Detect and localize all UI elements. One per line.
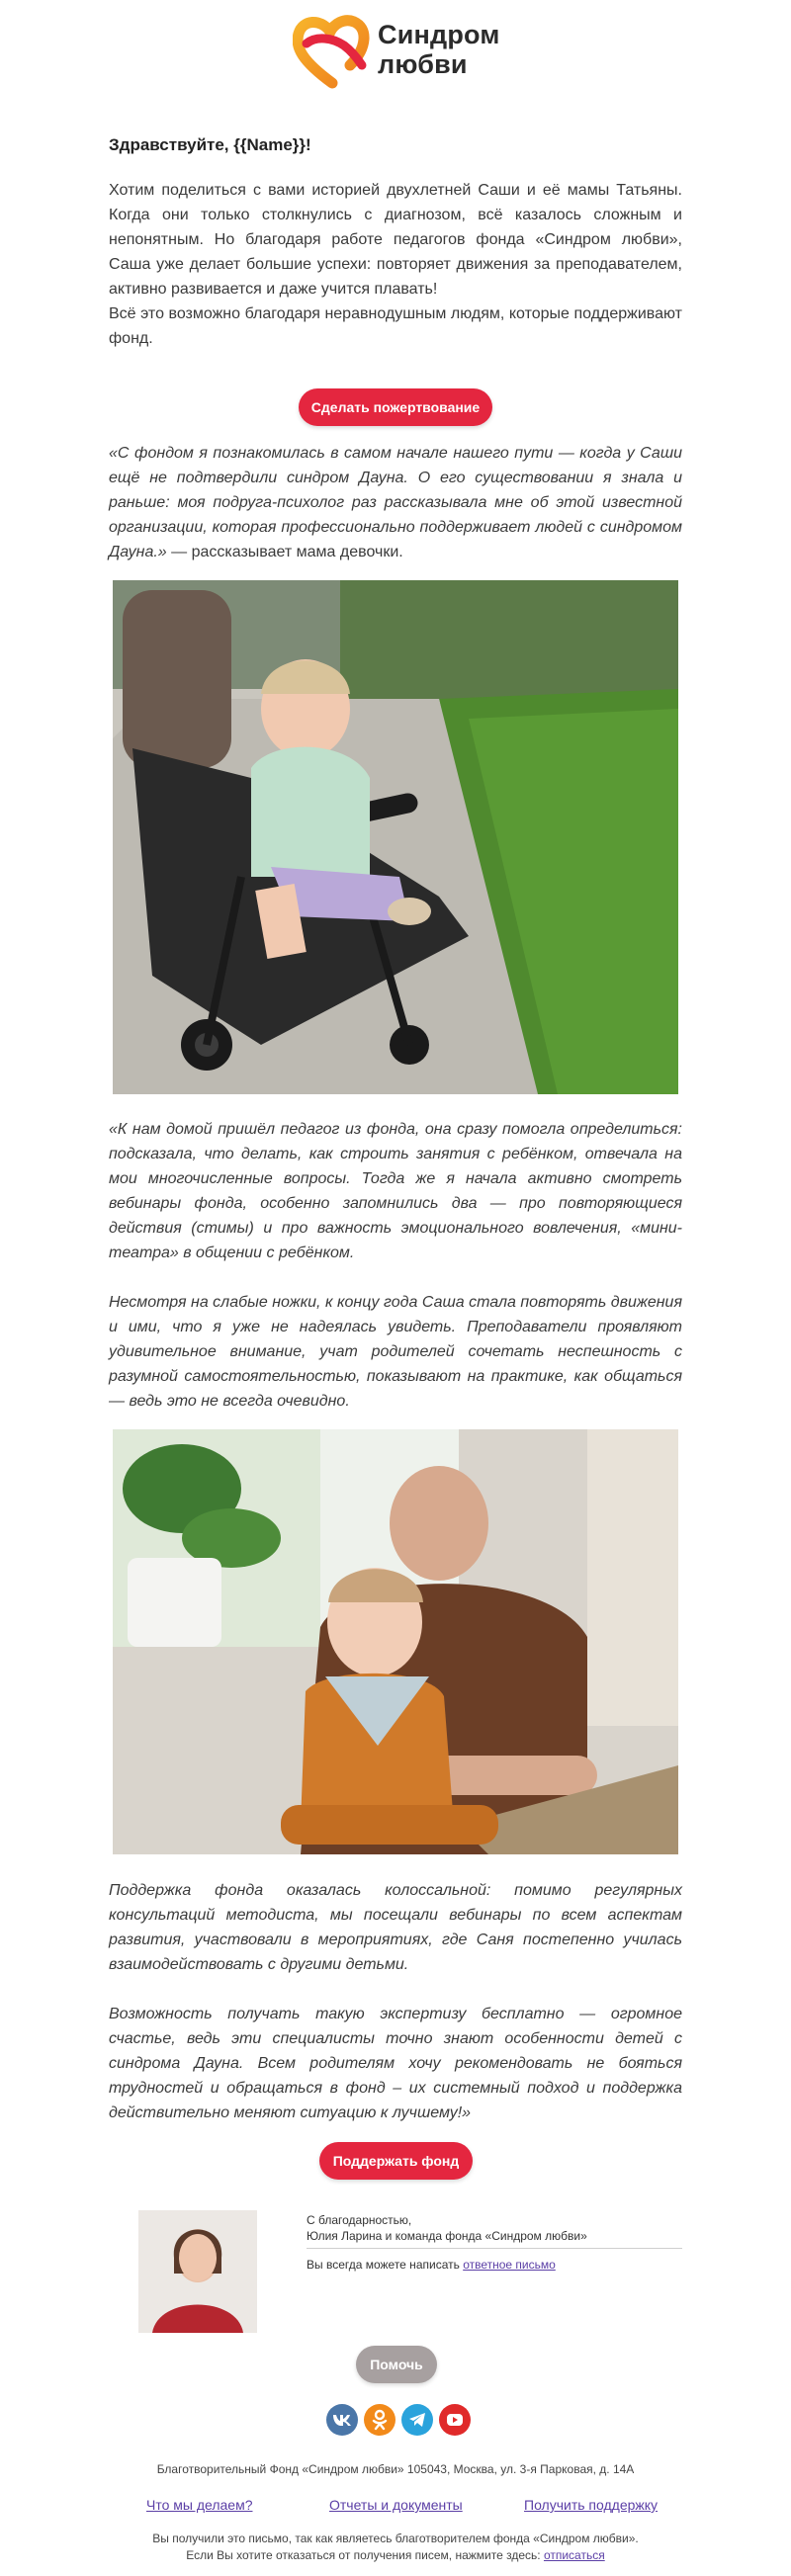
telegram-glyph-icon bbox=[408, 2412, 426, 2428]
vk-icon[interactable] bbox=[326, 2404, 358, 2436]
help-button[interactable]: Помочь bbox=[356, 2346, 437, 2383]
youtube-glyph-icon bbox=[446, 2413, 464, 2427]
quote-1-text: «С фондом я познакомилась в самом начале нашего пути — когда у Саши ещё не подтвердили синдром Дауна. О его существовании я знала и раньше: моя подруга-психолог раз рассказывала мне об этой известной организации, которая профессионально поддерживает людей с синдромом Дауна.» bbox=[109, 445, 682, 560]
brand-name-line1: Синдром bbox=[378, 20, 500, 49]
signature-thanks: С благодарностью, bbox=[307, 2213, 412, 2227]
photo-girl-stroller bbox=[113, 580, 678, 1094]
intro-paragraph-1: Хотим поделиться с вами историей двухлетней Саши и её мамы Татьяны. Когда они только столкнулись с диагнозом, всё казалось сложным и непонятным. Но благодаря работе педагогов фонда «Синдром любви», Саша уже делает большие успехи: повторяет движения за преподавателем, активно развивается и даже учится плавать! bbox=[109, 182, 682, 298]
footer-address: Благотворительный Фонд «Синдром любви» 105043, Москва, ул. 3-я Парковая, д. 14А bbox=[156, 2462, 635, 2476]
signature-divider bbox=[307, 2248, 682, 2249]
quote-5: Возможность получать такую экспертизу бесплатно — огромное счастье, ведь эти специалисты точно знают особенности детей с синдрома Дауна. Всем родителям хочу рекомендовать не бояться трудностей и обращаться в фонд – их системный подход и поддержка действительно меняют ситуацию к лучшему!» bbox=[109, 2006, 682, 2121]
signature-name: Юлия Ларина и команда фонда «Синдром любви» bbox=[307, 2229, 587, 2243]
footer-note-unsubscribe-text: Если Вы хотите отказаться от получения писем, нажмите здесь: bbox=[186, 2548, 544, 2562]
reply-link[interactable]: ответное письмо bbox=[463, 2258, 556, 2272]
vk-glyph-icon bbox=[332, 2413, 352, 2427]
signature-avatar bbox=[138, 2210, 257, 2333]
unsubscribe-link[interactable]: отписаться bbox=[543, 2548, 605, 2562]
telegram-icon[interactable] bbox=[401, 2404, 433, 2436]
father-photo-image bbox=[113, 1429, 678, 1854]
quote-2: «К нам домой пришёл педагог из фонда, она сразу помогла определиться: подсказала, что делать, как строить занятия с ребёнком, отвечала на мои многочисленные вопросы. Тогда же я начала активно смотреть вебинары фонда, особенно запомнились два — про повторяющиеся действия (стимы) и про важность эмоционального вовлечения, «мини-театра» в общении с ребёнком. bbox=[109, 1121, 682, 1261]
reply-note bbox=[307, 2258, 556, 2272]
quote-1 bbox=[109, 441, 682, 564]
odnoklassniki-icon[interactable] bbox=[364, 2404, 396, 2436]
brand-name bbox=[378, 20, 500, 79]
reply-note-text: Вы всегда можете написать bbox=[307, 2258, 464, 2272]
footer-note-line1: Вы получили это письмо, так как являетесь благотворителем фонда «Синдром любви». bbox=[152, 2532, 639, 2545]
heart-logo-icon bbox=[293, 14, 372, 89]
intro-text bbox=[109, 178, 682, 351]
greeting: Здравствуйте, {{Name}}! bbox=[109, 135, 311, 154]
photo-girl-father bbox=[113, 1429, 678, 1854]
footer-note bbox=[0, 2531, 791, 2564]
quote-1-attribution: — рассказывает мама девочки. bbox=[166, 544, 403, 560]
brand-name-line2: любви bbox=[378, 49, 468, 79]
quote-4: Поддержка фонда оказалась колоссальной: помимо регулярных консультаций методиста, мы посещали вебинары по всем аспектам развития, участвовали в мероприятиях, где Саня постепенно училась взаимодействовать с другими детьми. bbox=[109, 1882, 682, 1973]
intro-paragraph-2: Всё это возможно благодаря неравнодушным людям, которые поддерживают фонд. bbox=[109, 305, 682, 347]
footer-link-reports[interactable]: Отчеты и документы bbox=[329, 2497, 463, 2513]
avatar-photo-image bbox=[138, 2210, 257, 2333]
footer-link-get-support[interactable]: Получить поддержку bbox=[524, 2497, 659, 2513]
ok-glyph-icon bbox=[372, 2409, 388, 2431]
brand-logo[interactable] bbox=[293, 14, 500, 89]
footer-note-line2 bbox=[0, 2547, 791, 2564]
footer-link-what-we-do[interactable]: Что мы делаем? bbox=[146, 2497, 253, 2513]
youtube-icon[interactable] bbox=[439, 2404, 471, 2436]
support-fund-button[interactable]: Поддержать фонд bbox=[319, 2142, 473, 2180]
quote-3: Несмотря на слабые ножки, к концу года Саша стала повторять движения и ими, что я уже не надеялась увидеть. Преподаватели проявляют удивительное внимание, учат родителей сочетать неспешность с разумной самостоятельностью, показывают на практике, как общаться — ведь это не всегда очевидно. bbox=[109, 1294, 682, 1410]
donate-button[interactable]: Сделать пожертвование bbox=[299, 388, 492, 426]
signature-block bbox=[307, 2212, 682, 2244]
stroller-photo-image bbox=[113, 580, 678, 1094]
